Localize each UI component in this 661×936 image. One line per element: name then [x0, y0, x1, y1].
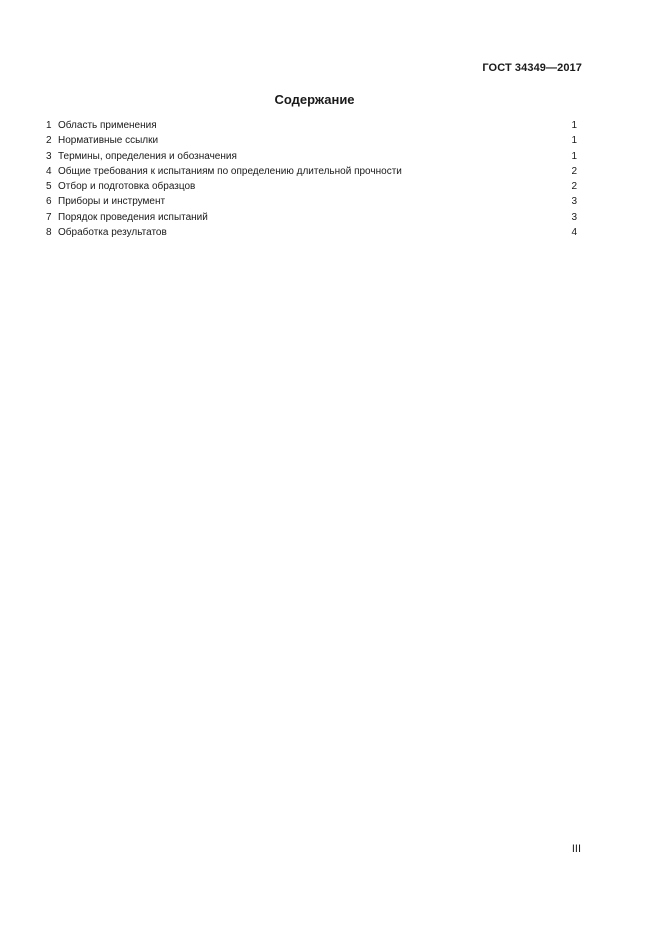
toc-entry-title: Термины, определения и обозначения [58, 150, 237, 162]
toc-entry-number: 5 [46, 181, 52, 193]
toc-entry-title: Область применения [58, 120, 157, 131]
toc-entry-number: 8 [46, 227, 52, 239]
toc-entry[interactable] [46, 164, 577, 179]
toc-entry-page: 3 [571, 211, 577, 223]
toc-entry-number: 6 [46, 196, 52, 208]
toc-entry-number: 3 [46, 150, 52, 162]
toc-entry-page: 4 [571, 227, 577, 239]
toc-entry[interactable] [46, 118, 577, 133]
toc-entry-number: 2 [46, 135, 52, 147]
toc-entry-page: 1 [571, 150, 577, 162]
toc-entry-page: 1 [571, 120, 577, 131]
toc-entry-number: 7 [46, 211, 52, 223]
toc-entry[interactable] [46, 179, 577, 194]
toc-entry-title: Нормативные ссылки [58, 135, 159, 147]
toc-entry-page: 2 [571, 165, 577, 177]
toc-entry[interactable] [46, 210, 577, 225]
toc-entry[interactable] [46, 194, 577, 209]
toc-entry-number: 1 [46, 120, 52, 131]
toc-entry-title: Отбор и подготовка образцов [58, 181, 196, 193]
toc-entry-page: 2 [571, 181, 577, 193]
toc-title: Содержание [274, 92, 355, 107]
toc-entry-title: Приборы и инструмент [58, 196, 166, 208]
toc-entry-title: Порядок проведения испытаний [58, 211, 208, 223]
toc-entry-number: 4 [46, 165, 52, 177]
toc-entry-page: 3 [571, 196, 577, 208]
toc-entry[interactable] [46, 225, 577, 240]
toc-entry[interactable] [46, 149, 577, 164]
toc-entry-title: Обработка результатов [58, 227, 167, 239]
document-code: ГОСТ 34349—2017 [482, 62, 582, 74]
table-of-contents [46, 118, 577, 240]
toc-entry[interactable] [46, 133, 577, 148]
toc-entry-page: 1 [571, 135, 577, 147]
page-number: III [571, 843, 581, 855]
toc-entry-title: Общие требования к испытаниям по определению длительной прочности [58, 165, 402, 177]
